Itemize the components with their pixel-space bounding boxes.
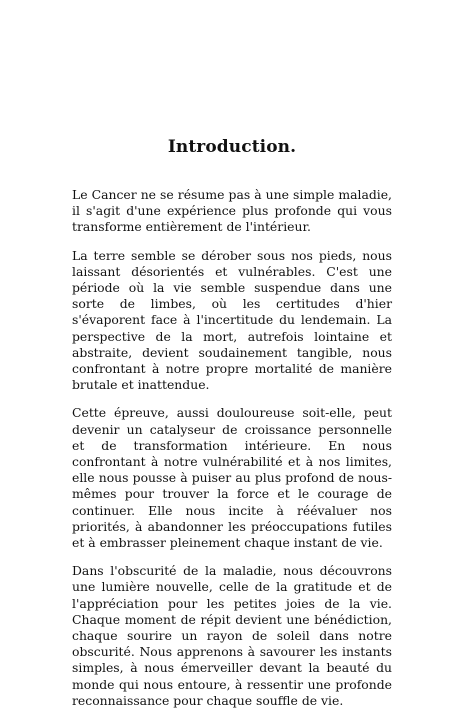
body-text — [72, 187, 392, 709]
page-title: Introduction. — [167, 137, 297, 157]
paragraph-4: Dans l'obscurité de la maladie, nous découvrons une lumière nouvelle, celle de la gratitude et de l'appréciation pour les petites joies de la vie. Chaque moment de répit devient une bénédiction, chaque sourire un rayon de soleil dans notre obscurité. Nous apprenons à savourer les instants simples, à nous émerveiller devant la beauté du monde qui nous entoure, à ressentir une profonde reconnaissance pour chaque souffle de vie. — [72, 563, 392, 708]
paragraph-2: La terre semble se dérober sous nos pieds, nous laissant désorientés et vulnérables. C'est une période où la vie semble suspendue dans une sorte de limbes, où les certitudes d'hier s'évaporent face à l'incertitude du lendemain. La perspective de la mort, autrefois lointaine et abstraite, devient soudainement tangible, nous confrontant à notre propre mortalité de manière brutale et inattendue. — [72, 247, 392, 393]
document-page — [72, 0, 392, 708]
paragraph-3: Cette épreuve, aussi douloureuse soit-elle, peut devenir un catalyseur de croissance personnelle et de transformation intérieure. En nous confrontant à notre vulnérabilité et à nos limites, elle nous pousse à puiser au plus profond de nous-mêmes pour trouver la force et le courage de continuer. Elle nous incite à réévaluer nos priorités, à abandonner les préoccupations futiles et à embrasser pleinement chaque instant de vie. — [72, 405, 392, 551]
paragraph-1: Le Cancer ne se résume pas à une simple maladie, il s'agit d'une expérience plus profonde qui vous transforme entièrement de l'intérieur. — [72, 187, 392, 235]
